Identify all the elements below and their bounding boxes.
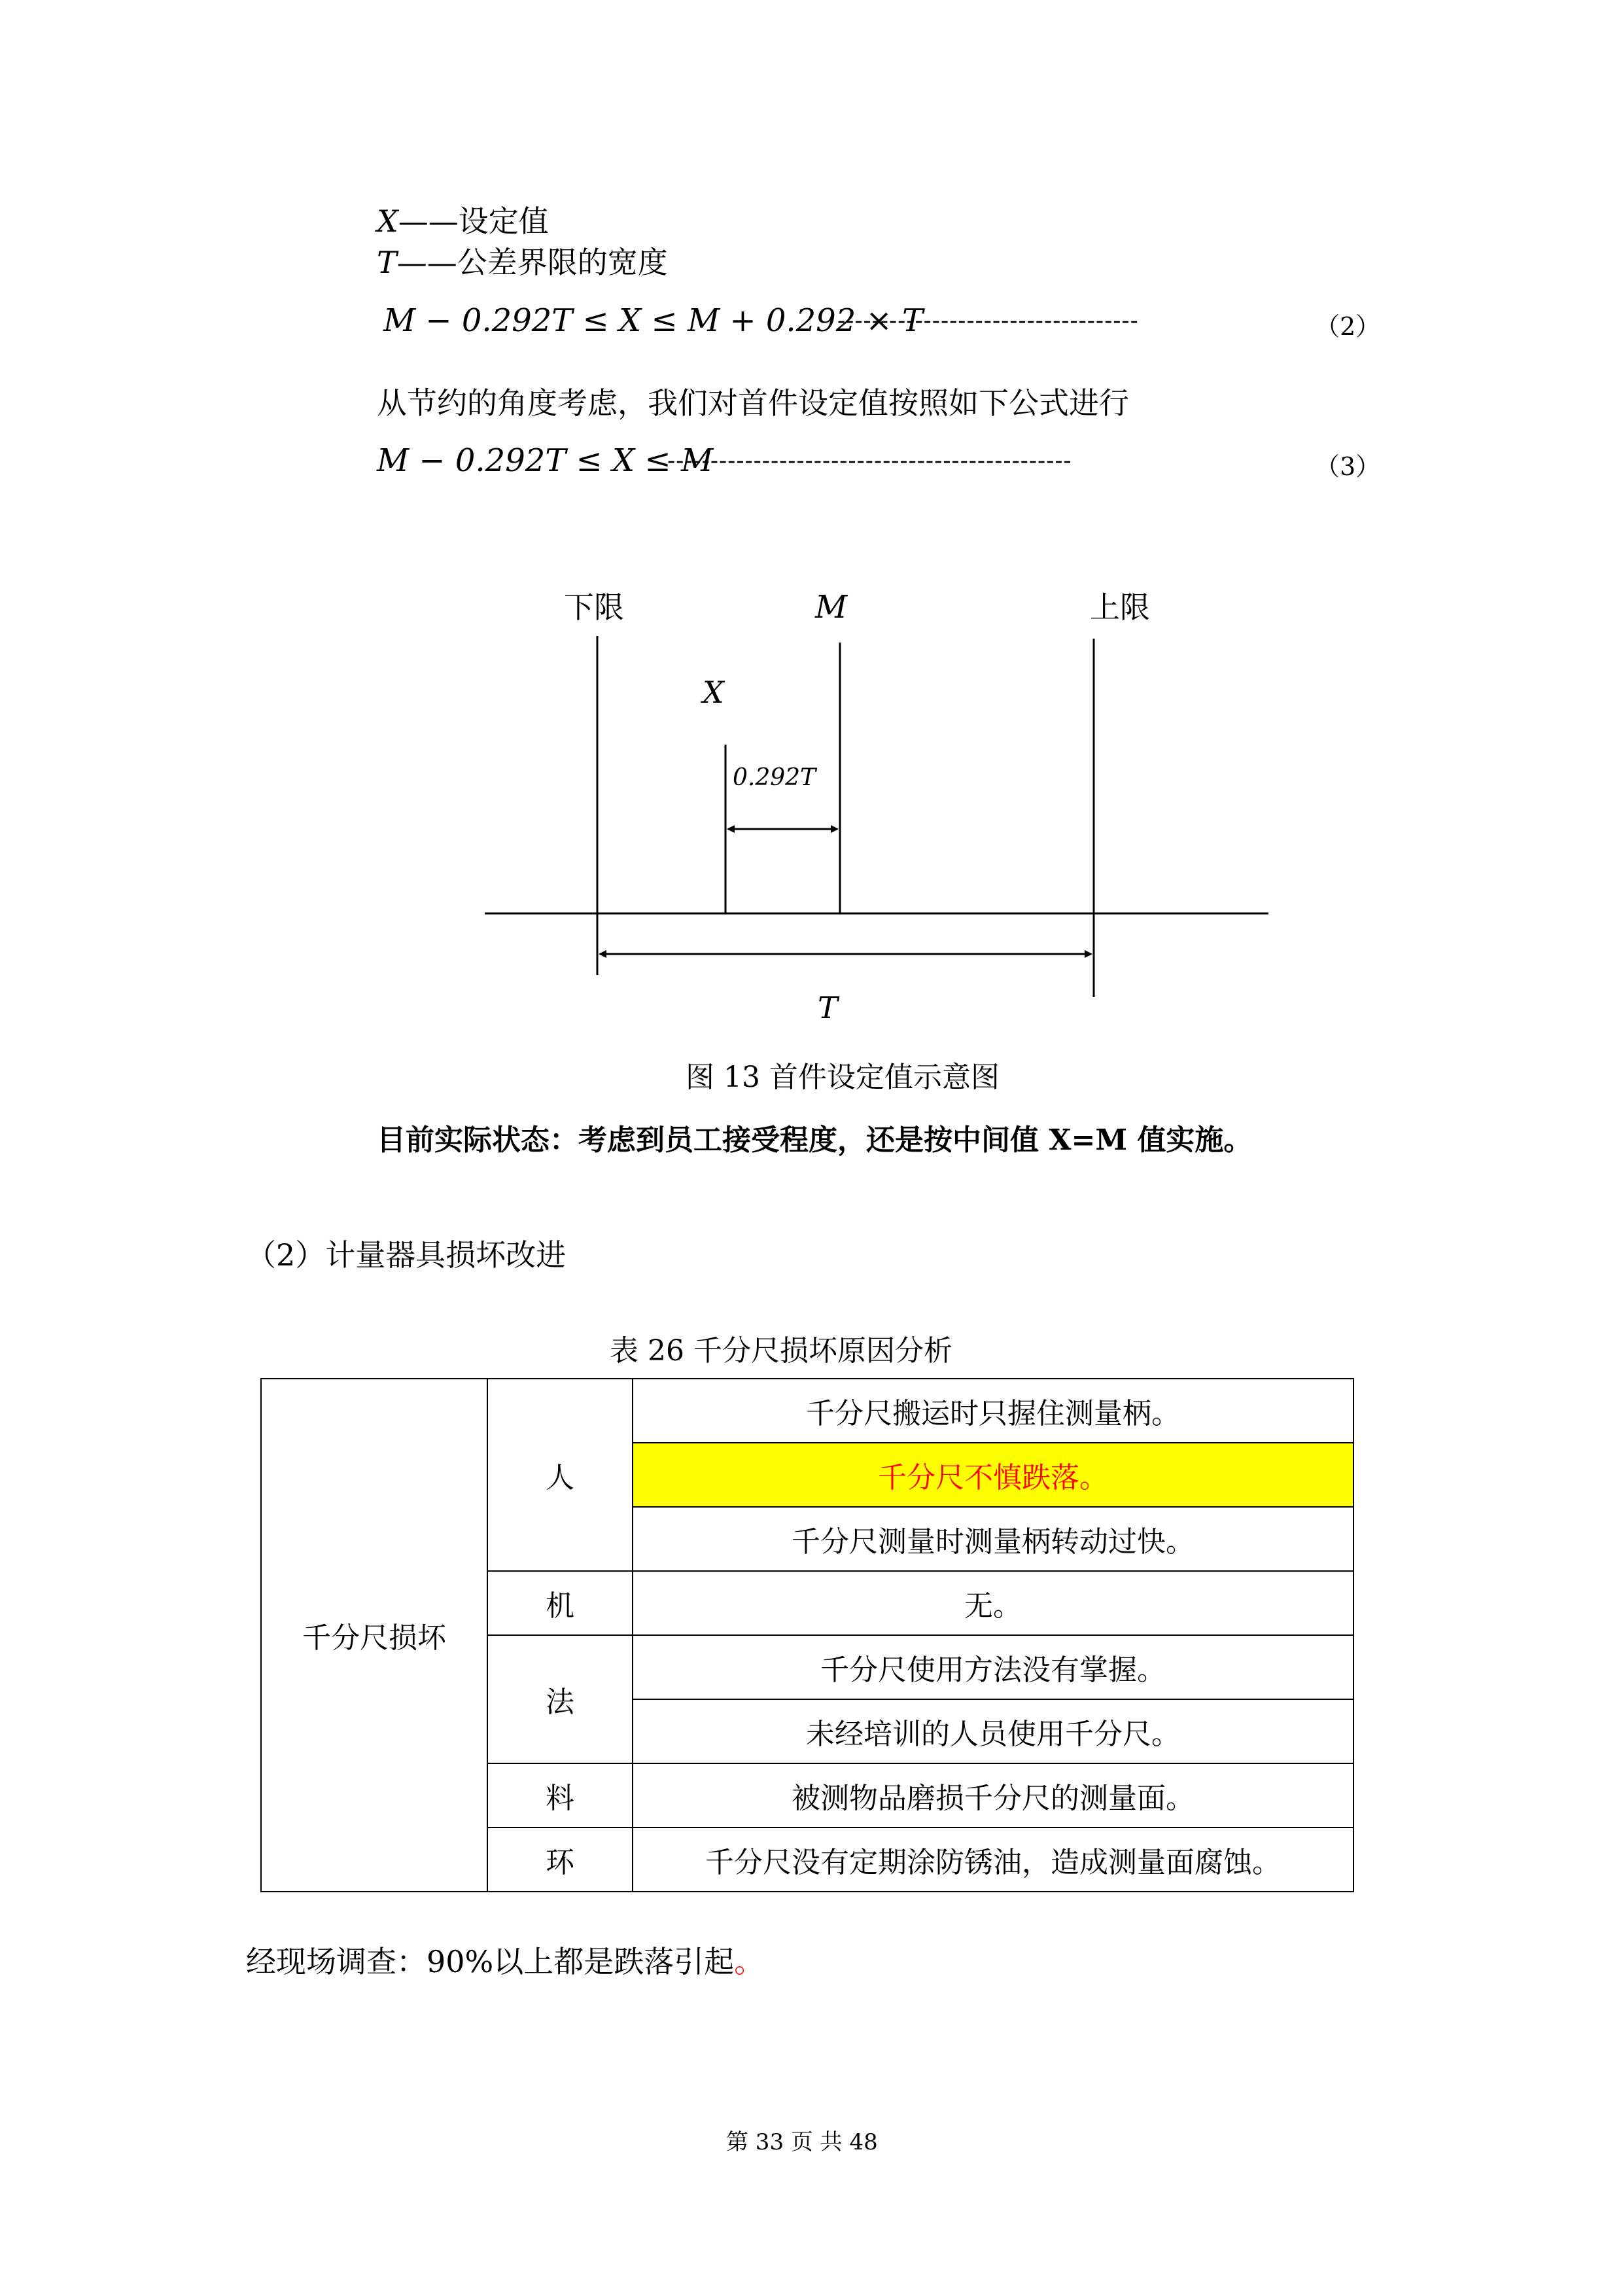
formula-2-dashes: ----------------------------------- [837,308,1139,334]
t-definition-text: ——公差界限的宽度 [396,245,668,280]
cause-cell: 被测物品磨损千分尺的测量面。 [633,1763,1353,1828]
conclusion [246,1938,764,1981]
table-caption: 表 26 千分尺损坏原因分析 [610,1334,952,1368]
conclusion-end-mark: 。 [734,1944,765,1979]
page-footer: 第 33 页 共 48 [726,2129,878,2155]
x-definition-text: ——设定值 [398,203,549,239]
cause-cell: 千分尺搬运时只握住测量柄。 [633,1379,1353,1443]
tolerance-diagram [0,0,1623,1112]
cause-cell: 千分尺没有定期涂防锈油，造成测量面腐蚀。 [633,1828,1353,1892]
m-label: M [815,589,848,626]
section-heading: （2）计量器具损坏改进 [246,1237,567,1273]
conclusion-text: 经现场调查：90%以上都是跌落引起 [246,1944,735,1979]
formula-2-expression: M − 0.292T ≤ X ≤ M + 0.292 × T [383,302,923,339]
intro-sentence: 从节约的角度考虑，我们对首件设定值按照如下公式进行 [377,385,1129,421]
category-environment: 环 [487,1828,633,1892]
cause-analysis-table [260,1378,1354,1892]
t-label: T [818,990,838,1025]
category-material: 料 [487,1763,633,1828]
cause-cell-highlighted: 千分尺不慎跌落。 [633,1443,1353,1507]
cause-cell: 千分尺使用方法没有掌握。 [633,1635,1353,1699]
formula-3-expression: M − 0.292T ≤ X ≤ M [377,442,714,479]
x-symbol: X [377,203,398,239]
cause-cell: 无。 [633,1571,1353,1635]
x-label: X [703,675,724,710]
category-machine: 机 [487,1571,633,1635]
formula-3-number: （3） [1315,452,1381,481]
lower-limit-label: 下限 [564,590,624,625]
main-label-cell: 千分尺损坏 [261,1379,487,1892]
formula-3-dashes: ----------------------------------------------- [667,448,1072,474]
t-symbol: T [377,245,397,280]
cause-cell: 未经培训的人员使用千分尺。 [633,1699,1353,1763]
category-person: 人 [487,1379,633,1571]
offset-label: 0.292T [733,764,816,791]
status-text: 目前实际状态：考虑到员工接受程度，还是按中间值 X=M 值实施。 [377,1123,1253,1157]
table-row [261,1379,1353,1443]
formula-2-number: （2） [1315,312,1381,341]
category-method: 法 [487,1635,633,1763]
upper-limit-label: 上限 [1090,590,1150,625]
cause-cell: 千分尺测量时测量柄转动过快。 [633,1507,1353,1571]
figure-caption: 图 13 首件设定值示意图 [686,1061,1000,1094]
